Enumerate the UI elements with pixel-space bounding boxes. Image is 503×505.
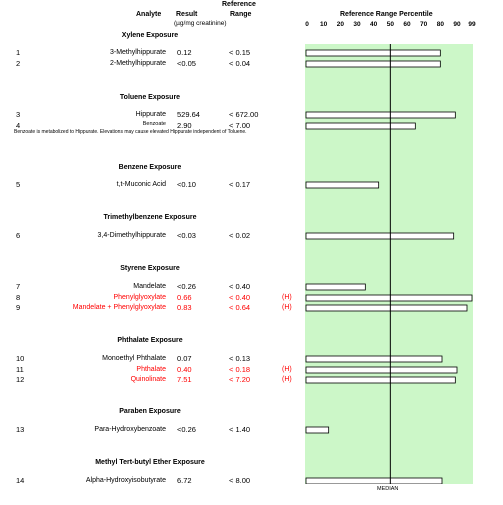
- section-title-phthalate: Phthalate Exposure: [117, 337, 183, 344]
- analyte-name: 3-Methylhippurate: [109, 49, 166, 56]
- analyte-name: Mandelate: [133, 283, 166, 290]
- percentile-bar: [306, 112, 455, 118]
- result-value: <0.26: [177, 425, 196, 434]
- result-header: Result: [176, 11, 198, 18]
- reference-range: < 8.00: [229, 476, 251, 485]
- percentile-tick-label: 70: [420, 21, 428, 28]
- percentile-bar: [306, 356, 442, 362]
- percentile-bar: [306, 427, 329, 433]
- result-value: 529.64: [177, 110, 200, 119]
- result-value: <0.05: [177, 59, 196, 68]
- high-flag: (H): [282, 366, 292, 373]
- percentile-bar: [306, 367, 457, 373]
- percentile-tick-label: 30: [353, 21, 361, 28]
- result-value: <0.10: [177, 180, 196, 189]
- analyte-header: Analyte: [136, 11, 162, 18]
- row-number: 7: [16, 282, 21, 291]
- reference-range: < 7.20: [229, 375, 251, 384]
- row-number: 1: [16, 48, 21, 57]
- analyte-name: 2-Methylhippurate: [109, 60, 166, 67]
- reference-range: < 0.18: [229, 365, 251, 374]
- reference-range: < 0.04: [229, 59, 251, 68]
- section-title-mtbe: Methyl Tert-butyl Ether Exposure: [95, 459, 205, 466]
- result-value: 2.90: [177, 121, 192, 130]
- row-number: 6: [16, 231, 21, 240]
- row-number: 4: [16, 121, 21, 130]
- percentile-bar: [306, 61, 440, 67]
- percentile-bar: [306, 377, 455, 383]
- row-number: 12: [16, 375, 25, 384]
- analyte-name: t,t-Muconic Acid: [116, 181, 166, 188]
- reference-range: < 0.64: [229, 303, 251, 312]
- analyte-name: Hippurate: [135, 111, 166, 118]
- percentile-tick-label: 50: [386, 21, 394, 28]
- reference-range: < 0.13: [229, 354, 251, 363]
- analyte-name: Monoethyl Phthalate: [102, 355, 166, 362]
- section-title-xylene: Xylene Exposure: [121, 32, 179, 39]
- percentile-tick-label: 80: [436, 21, 444, 28]
- row-number: 2: [16, 59, 21, 68]
- percentile-tick-label: 40: [370, 21, 378, 28]
- section-title-trimethylbenzene: Trimethylbenzene Exposure: [103, 214, 197, 221]
- section-title-toluene: Toluene Exposure: [119, 94, 181, 101]
- percentile-plot: [305, 44, 473, 484]
- result-value: 0.66: [177, 293, 192, 302]
- analyte-name: Mandelate + Phenylglyoxylate: [72, 304, 166, 311]
- result-value: 0.40: [177, 365, 192, 374]
- row-number: 3: [16, 110, 21, 119]
- row-number: 11: [16, 365, 24, 374]
- result-value: 0.07: [177, 354, 192, 363]
- percentile-tick-label: 60: [403, 21, 411, 28]
- row-number: 10: [16, 354, 25, 363]
- reference-range: < 0.40: [229, 282, 251, 291]
- reference-range: < 0.15: [229, 48, 251, 57]
- section-title-benzene: Benzene Exposure: [118, 164, 182, 171]
- percentile-tick-label: 90: [453, 21, 461, 28]
- median-label: MEDIAN: [377, 486, 399, 492]
- reference-range: < 0.02: [229, 231, 251, 240]
- row-number: 14: [16, 476, 25, 485]
- high-flag: (H): [282, 304, 292, 311]
- analyte-name: 3,4-Dimethylhippurate: [97, 232, 166, 239]
- row-number: 5: [16, 180, 21, 189]
- reference-range: < 7.00: [229, 121, 251, 130]
- analyte-name: Phthalate: [136, 366, 166, 373]
- percentile-bar: [306, 182, 379, 188]
- percentile-tick-label: 20: [336, 21, 344, 28]
- reference-range: < 0.17: [229, 180, 251, 189]
- units-label: (µg/mg creatinine): [174, 20, 227, 27]
- result-value: <0.03: [177, 231, 196, 240]
- high-flag: (H): [282, 294, 292, 301]
- percentile-bar: [306, 284, 365, 290]
- section-title-styrene: Styrene Exposure: [120, 265, 180, 272]
- reference-range: < 1.40: [229, 425, 251, 434]
- percentile-chart: [305, 44, 473, 484]
- percentile-bar: [306, 295, 472, 301]
- result-value: 0.83: [177, 303, 192, 312]
- row-number: 8: [16, 293, 21, 302]
- percentile-bar: [306, 305, 467, 311]
- percentile-title: Reference Range Percentile: [340, 11, 433, 18]
- reference-range: < 672.00: [229, 110, 259, 119]
- reference-range: < 0.40: [229, 293, 251, 302]
- section-title-paraben: Paraben Exposure: [119, 408, 181, 415]
- row-number: 9: [16, 303, 21, 312]
- percentile-bar: [306, 123, 415, 129]
- analyte-name: Benzoate: [142, 121, 166, 127]
- high-flag: (H): [282, 376, 292, 383]
- result-value: 0.12: [177, 48, 192, 57]
- analyte-name: Quinolinate: [130, 376, 166, 383]
- percentile-bar: [306, 478, 442, 484]
- result-value: 7.51: [177, 375, 192, 384]
- benzoate-note: Benzoate is metabolized to Hippurate. Elevations may cause elevated Hippurate independent of Toluene.: [14, 129, 247, 135]
- percentile-tick-label: 99: [468, 21, 476, 28]
- row-number: 13: [16, 425, 25, 434]
- percentile-bar: [306, 50, 440, 56]
- percentile-tick-label: 10: [320, 21, 328, 28]
- analyte-name: Phenylglyoxylate: [113, 294, 166, 301]
- reference-header: Reference: [222, 1, 256, 8]
- range-header: Range: [230, 11, 252, 18]
- result-value: 6.72: [177, 476, 192, 485]
- percentile-bar: [306, 233, 454, 239]
- percentile-tick-label: 0: [305, 21, 309, 28]
- analyte-name: Alpha-Hydroxyisobutyrate: [85, 477, 166, 484]
- analyte-name: Para-Hydroxybenzoate: [94, 426, 166, 433]
- result-value: <0.26: [177, 282, 196, 291]
